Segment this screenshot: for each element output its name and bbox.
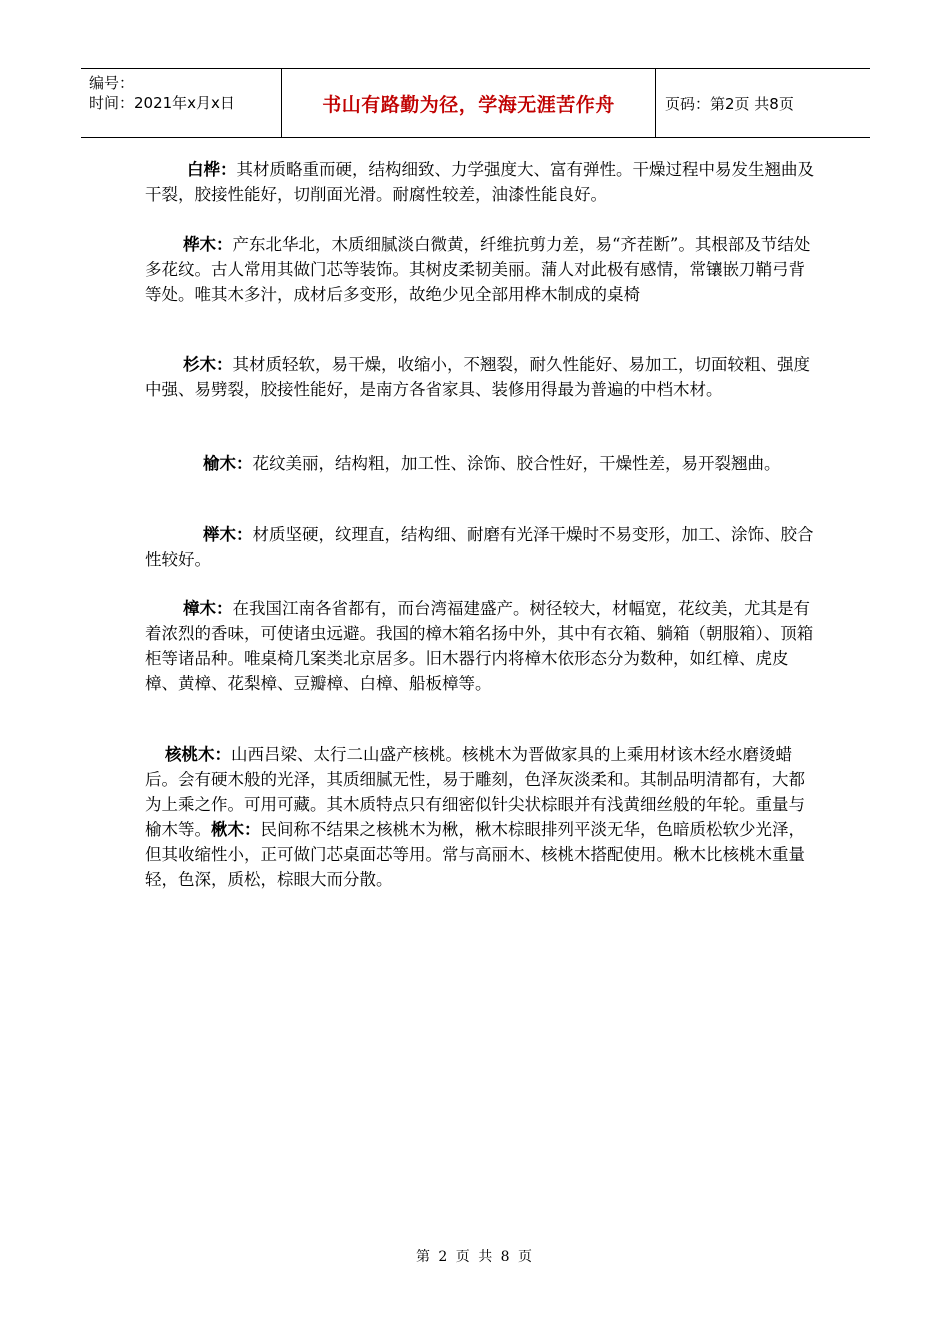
document-date: 时间：2021年x月x日 [89,94,235,112]
paragraph-yumu [145,451,815,476]
paragraph-text: 山西吕梁、太行二山盛产核桃。核桃木为晋做家具的上乘用材该木经水磨烫蜡后。会有硬木般的光泽，其质细腻无性，易于雕刻，色泽灰淡柔和。其制品明清都有，大都为上乘之作。可用可藏。其木质特点只有细密似针尖状棕眼并有浅黄细丝般的年轮。重量与榆木等。 [145,745,805,839]
term-baihua: 白桦 [187,160,220,179]
paragraph-jumu [145,522,815,572]
term-zhangmu: 樟木 [183,599,216,618]
term-qiumu: 楸木 [211,820,244,839]
term-colon: ： [216,355,233,374]
paragraph-text: 在我国江南各省都有，而台湾福建盛产。树径较大，材幅宽，花纹美，尤其是有着浓烈的香味，可使诸虫远避。我国的樟木箱名扬中外，其中有衣箱、躺箱（朝服箱）、顶箱柜等诸品种。唯桌椅几案类北京居多。旧木器行内将樟木依形态分为数种，如红樟、虎皮樟、黄樟、花梨樟、豆瓣樟、白樟、船板樟等。 [145,599,814,693]
paragraph-huamu [145,232,815,307]
term-colon: ： [236,525,253,544]
document-number-label: 编号： [89,74,135,92]
paragraph-text: 其材质轻软，易干燥，收缩小，不翘裂，耐久性能好、易加工，切面较粗、强度中强、易劈裂，胶接性能好，是南方各省家具、装修用得最为普遍的中档木材。 [145,355,810,399]
header-meta-cell [81,69,282,137]
page-footer [0,1246,950,1266]
paragraph-text: 花纹美丽，结构粗，加工性、涂饰、胶合性好，干燥性差，易开裂翘曲。 [252,454,781,473]
term-jumu: 榉木 [203,525,236,544]
header-motto: 书山有路勤为径，学海无涯苦作舟 [322,93,615,116]
paragraph-hetaomu [145,742,815,892]
term-colon: ： [244,820,261,839]
term-colon: ： [214,745,231,764]
paragraph-baihua [145,157,815,207]
term-yumu: 榆木 [203,454,236,473]
footer-page-number: 第 2 页 共 8 页 [415,1249,535,1265]
term-colon: ： [236,454,253,473]
paragraph-text: 材质坚硬，纹理直，结构细、耐磨有光泽干燥时不易变形，加工、涂饰、胶合性较好。 [145,525,814,569]
paragraph-text: 产东北华北，木质细腻淡白微黄，纤维抗剪力差，易“齐茬断”。其根部及节结处多花纹。古人常用其做门芯等装饰。其树皮柔韧美丽。蒲人对此极有感情，常镶嵌刀鞘弓背等处。唯其木多汁，成材后多变形，故绝少见全部用桦木制成的桌椅 [145,235,811,304]
paragraph-text: 其材质略重而硬，结构细致、力学强度大、富有弹性。干燥过程中易发生翘曲及干裂，胶接性能好，切削面光滑。耐腐性较差，油漆性能良好。 [145,160,814,204]
term-colon: ： [220,160,237,179]
term-colon: ： [216,235,233,254]
header-page-cell [656,69,870,137]
term-shanmu: 杉木 [183,355,216,374]
term-hetaomu: 核桃木 [165,745,215,764]
page-header [81,68,870,138]
header-page-info: 页码：第2页 共8页 [665,94,794,113]
term-colon: ： [216,599,233,618]
paragraph-zhangmu [145,596,815,696]
paragraph-text: 民间称不结果之核桃木为楸，楸木棕眼排列平淡无华，色暗质松软少光泽，但其收缩性小，正可做门芯桌面芯等用。常与高丽木、核桃木搭配使用。楸木比核桃木重量轻，色深，质松，棕眼大而分散。 [145,820,805,889]
paragraph-shanmu [145,352,815,402]
term-huamu: 桦木 [183,235,216,254]
header-motto-cell [282,69,656,137]
